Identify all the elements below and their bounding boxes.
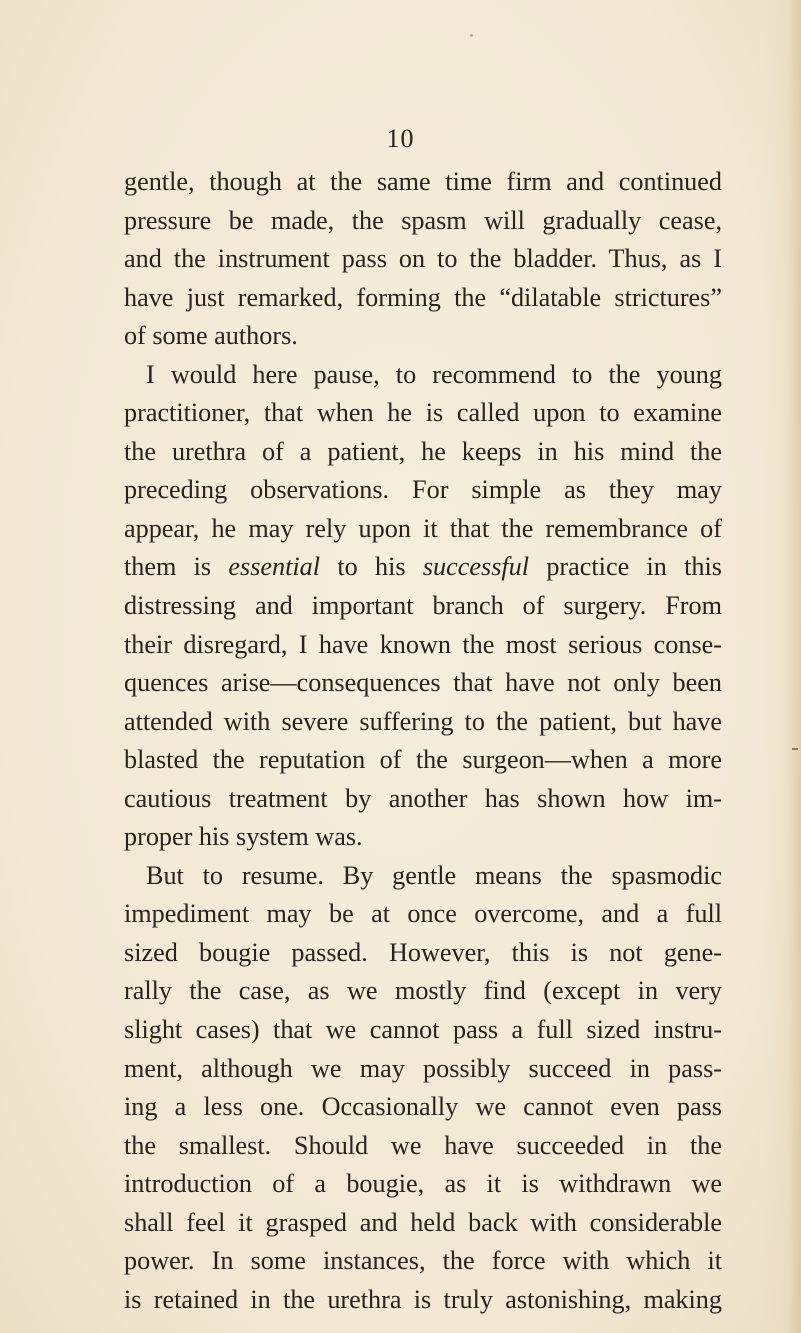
text-segment: proper his system was. [124, 822, 363, 852]
text-segment: power. In some instances, the force with which it [124, 1246, 722, 1276]
text-line [124, 1011, 722, 1050]
text-line [124, 1088, 722, 1127]
text-segment: But to resume. By gentle means the spasmodic [146, 860, 722, 890]
text-segment: preceding observations. For simple as they may [124, 475, 722, 505]
text-line [124, 202, 722, 241]
text-line [124, 818, 722, 857]
text-line [124, 163, 722, 202]
page-number: 10 [386, 124, 415, 153]
text-line [124, 1127, 722, 1166]
text-line [124, 587, 722, 626]
text-segment: and the instrument pass on to the bladder. Thus, as I [124, 244, 722, 274]
text-line [124, 626, 722, 665]
text-segment: practice in this [529, 552, 722, 582]
text-line [124, 1050, 722, 1089]
text-segment: distressing and important branch of surgery. From [124, 591, 722, 621]
text-segment: quences arise—consequences that have not only been [124, 668, 722, 698]
text-segment: attended with severe suffering to the patient, but have [124, 706, 722, 736]
text-segment: the urethra of a patient, he keeps in his mind the [124, 436, 722, 466]
text-segment: impediment may be at once overcome, and a full [124, 899, 722, 929]
text-segment: to his [320, 552, 423, 582]
text-segment: the smallest. Should we have succeeded in the [124, 1130, 722, 1160]
text-line [124, 895, 722, 934]
text-segment: I would here pause, to recommend to the young [146, 359, 722, 389]
margin-mark [792, 748, 798, 750]
text-line [124, 741, 722, 780]
text-line [124, 1165, 722, 1204]
text-segment: slight cases) that we cannot pass a full sized instru- [124, 1015, 722, 1045]
text-segment: cautious treatment by another has shown how im- [124, 783, 722, 813]
paper-speck [470, 34, 473, 37]
text-segment: pressure be made, the spasm will gradually cease, [124, 205, 722, 235]
text-segment: is retained in the urethra is truly astonishing, making [124, 1284, 722, 1314]
text-line [124, 240, 722, 279]
text-segment: appear, he may rely upon it that the remembrance of [124, 513, 722, 543]
text-line [124, 1204, 722, 1243]
text-segment: shall feel it grasped and held back with considerable [124, 1207, 722, 1237]
text-line [124, 471, 722, 510]
text-segment: ment, although we may possibly succeed in pass- [124, 1053, 722, 1083]
text-segment: practitioner, that when he is called upon to examine [124, 398, 722, 428]
text-segment: have just remarked, forming the “dilatable strictures” [124, 282, 722, 312]
text-segment: ing a less one. Occasionally we cannot even pass [124, 1092, 722, 1122]
text-line [124, 394, 722, 433]
text-segment: of some authors. [124, 321, 298, 351]
text-segment: sized bougie passed. However, this is not gene- [124, 937, 722, 967]
text-line [124, 317, 722, 356]
text-line [124, 1242, 722, 1281]
text-line [124, 780, 722, 819]
text-line [124, 279, 722, 318]
text-segment: them is [124, 552, 229, 582]
text-segment: blasted the reputation of the surgeon—when a more [124, 745, 722, 775]
text-line [124, 857, 722, 896]
text-line [124, 510, 722, 549]
italic-text: successful [422, 552, 530, 582]
text-line [124, 664, 722, 703]
text-segment: their disregard, I have known the most serious conse- [124, 629, 722, 659]
body-text [124, 163, 722, 1319]
text-line [124, 356, 722, 395]
text-line [124, 433, 722, 472]
italic-text: essential [228, 552, 321, 582]
text-line [124, 972, 722, 1011]
text-line [124, 934, 722, 973]
text-segment: rally the case, as we mostly find (except in very [124, 976, 722, 1006]
text-segment: introduction of a bougie, as it is withdrawn we [124, 1169, 722, 1199]
text-line [124, 548, 722, 587]
text-segment: gentle, though at the same time firm and continued [124, 167, 722, 196]
text-line [124, 1281, 722, 1320]
text-line [124, 703, 722, 742]
